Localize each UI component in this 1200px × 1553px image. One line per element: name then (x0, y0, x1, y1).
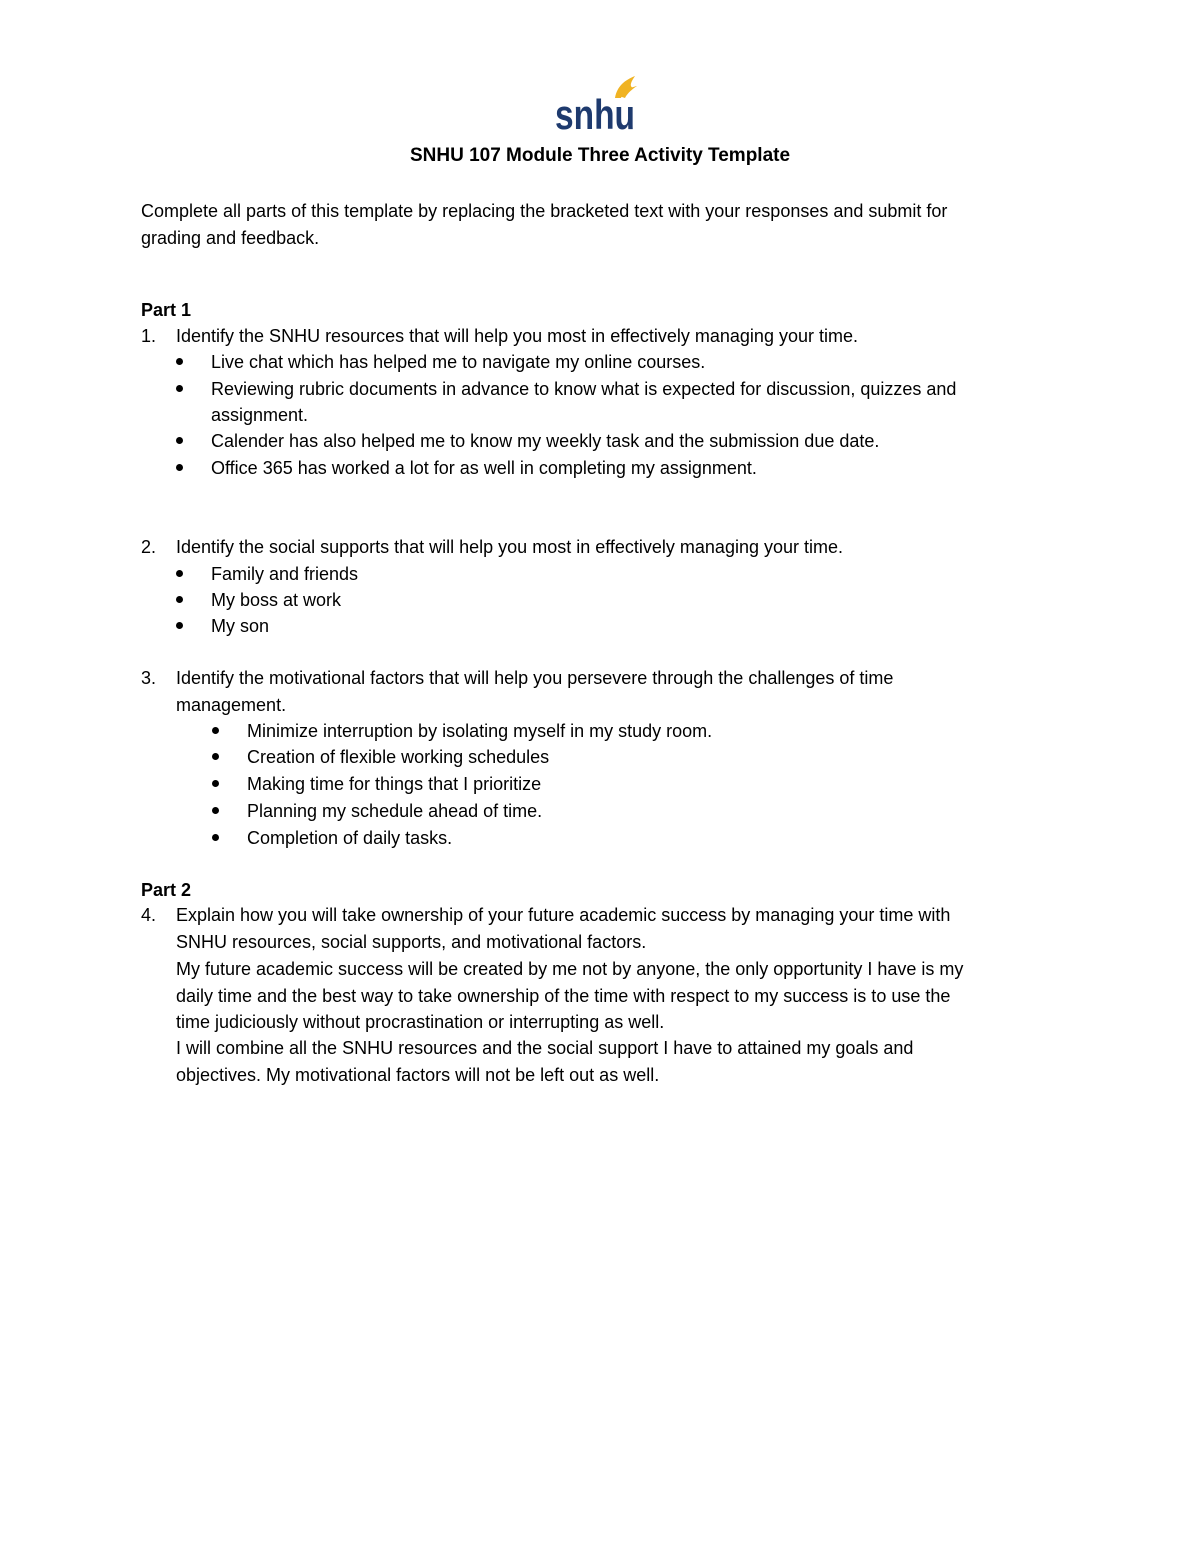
q3-bullet-4: Planning my schedule ahead of time. (247, 801, 543, 821)
q2-question: Identify the social supports that will help you most in effectively managing your time. (176, 537, 844, 557)
q2-bullet-2: My boss at work (211, 590, 342, 610)
q4-number: 4. (141, 905, 157, 925)
q1-number: 1. (141, 326, 157, 346)
q3-bullet-5: Completion of daily tasks. (247, 828, 453, 848)
q1-bullet-4: Office 365 has worked a lot for as well in completing my assignment. (211, 458, 757, 478)
q1-question: Identify the SNHU resources that will help you most in effectively managing your time. (176, 326, 858, 346)
q4-line-1: Explain how you will take ownership of your future academic success by managing your time with (176, 905, 951, 925)
part1-heading: Part 1 (141, 300, 192, 320)
intro-line-1: Complete all parts of this template by replacing the bracketed text with your responses and submit for (141, 201, 948, 221)
q4-answer-line-2: daily time and the best way to take ownership of the time with respect to my success is to use the (176, 986, 951, 1006)
bullet-dot (176, 437, 183, 444)
bullet-dot (176, 596, 183, 603)
bullet-dot (176, 622, 183, 629)
bullet-dot (212, 753, 219, 760)
document-title: SNHU 107 Module Three Activity Template (409, 145, 791, 166)
logo-text: snhu (555, 91, 635, 138)
bullet-dot (176, 358, 183, 365)
bullet-dot (176, 570, 183, 577)
q3-number: 3. (141, 668, 157, 688)
q4-answer-line-3: time judiciously without procrastination or interrupting as well. (176, 1012, 665, 1032)
q4-line-2: SNHU resources, social supports, and motivational factors. (176, 932, 647, 952)
intro-line-2: grading and feedback. (141, 228, 320, 248)
q2-bullet-1: Family and friends (211, 564, 359, 584)
part2-heading: Part 2 (141, 880, 192, 900)
q4-answer-line-1: My future academic success will be created by me not by anyone, the only opportunity I have is my (176, 959, 964, 979)
bullet-dot (212, 807, 219, 814)
q2-bullet-3: My son (211, 616, 270, 636)
bullet-dot (176, 385, 183, 392)
q3-bullet-3: Making time for things that I prioritize (247, 774, 542, 794)
q1-bullet-2-continued: assignment. (211, 405, 309, 425)
bullet-dot (212, 780, 219, 787)
snhu-logo (553, 74, 643, 138)
q3-bullet-1: Minimize interruption by isolating myself in my study room. (247, 721, 713, 741)
q4-answer-line-5: objectives. My motivational factors will not be left out as well. (176, 1065, 660, 1085)
q1-bullet-2: Reviewing rubric documents in advance to know what is expected for discussion, quizzes and (211, 379, 957, 399)
q4-answer-line-4: I will combine all the SNHU resources and the social support I have to attained my goals and (176, 1038, 914, 1058)
bullet-dot (212, 727, 219, 734)
bullet-dot (176, 464, 183, 471)
q1-bullet-3: Calender has also helped me to know my weekly task and the submission due date. (211, 431, 880, 451)
q3-question-line-2: management. (176, 695, 287, 715)
q2-number: 2. (141, 537, 157, 557)
q3-question-line-1: Identify the motivational factors that will help you persevere through the challenges of time (176, 668, 894, 688)
q3-bullet-2: Creation of flexible working schedules (247, 747, 550, 767)
q1-bullet-1: Live chat which has helped me to navigate my online courses. (211, 352, 706, 372)
bullet-dot (212, 834, 219, 841)
